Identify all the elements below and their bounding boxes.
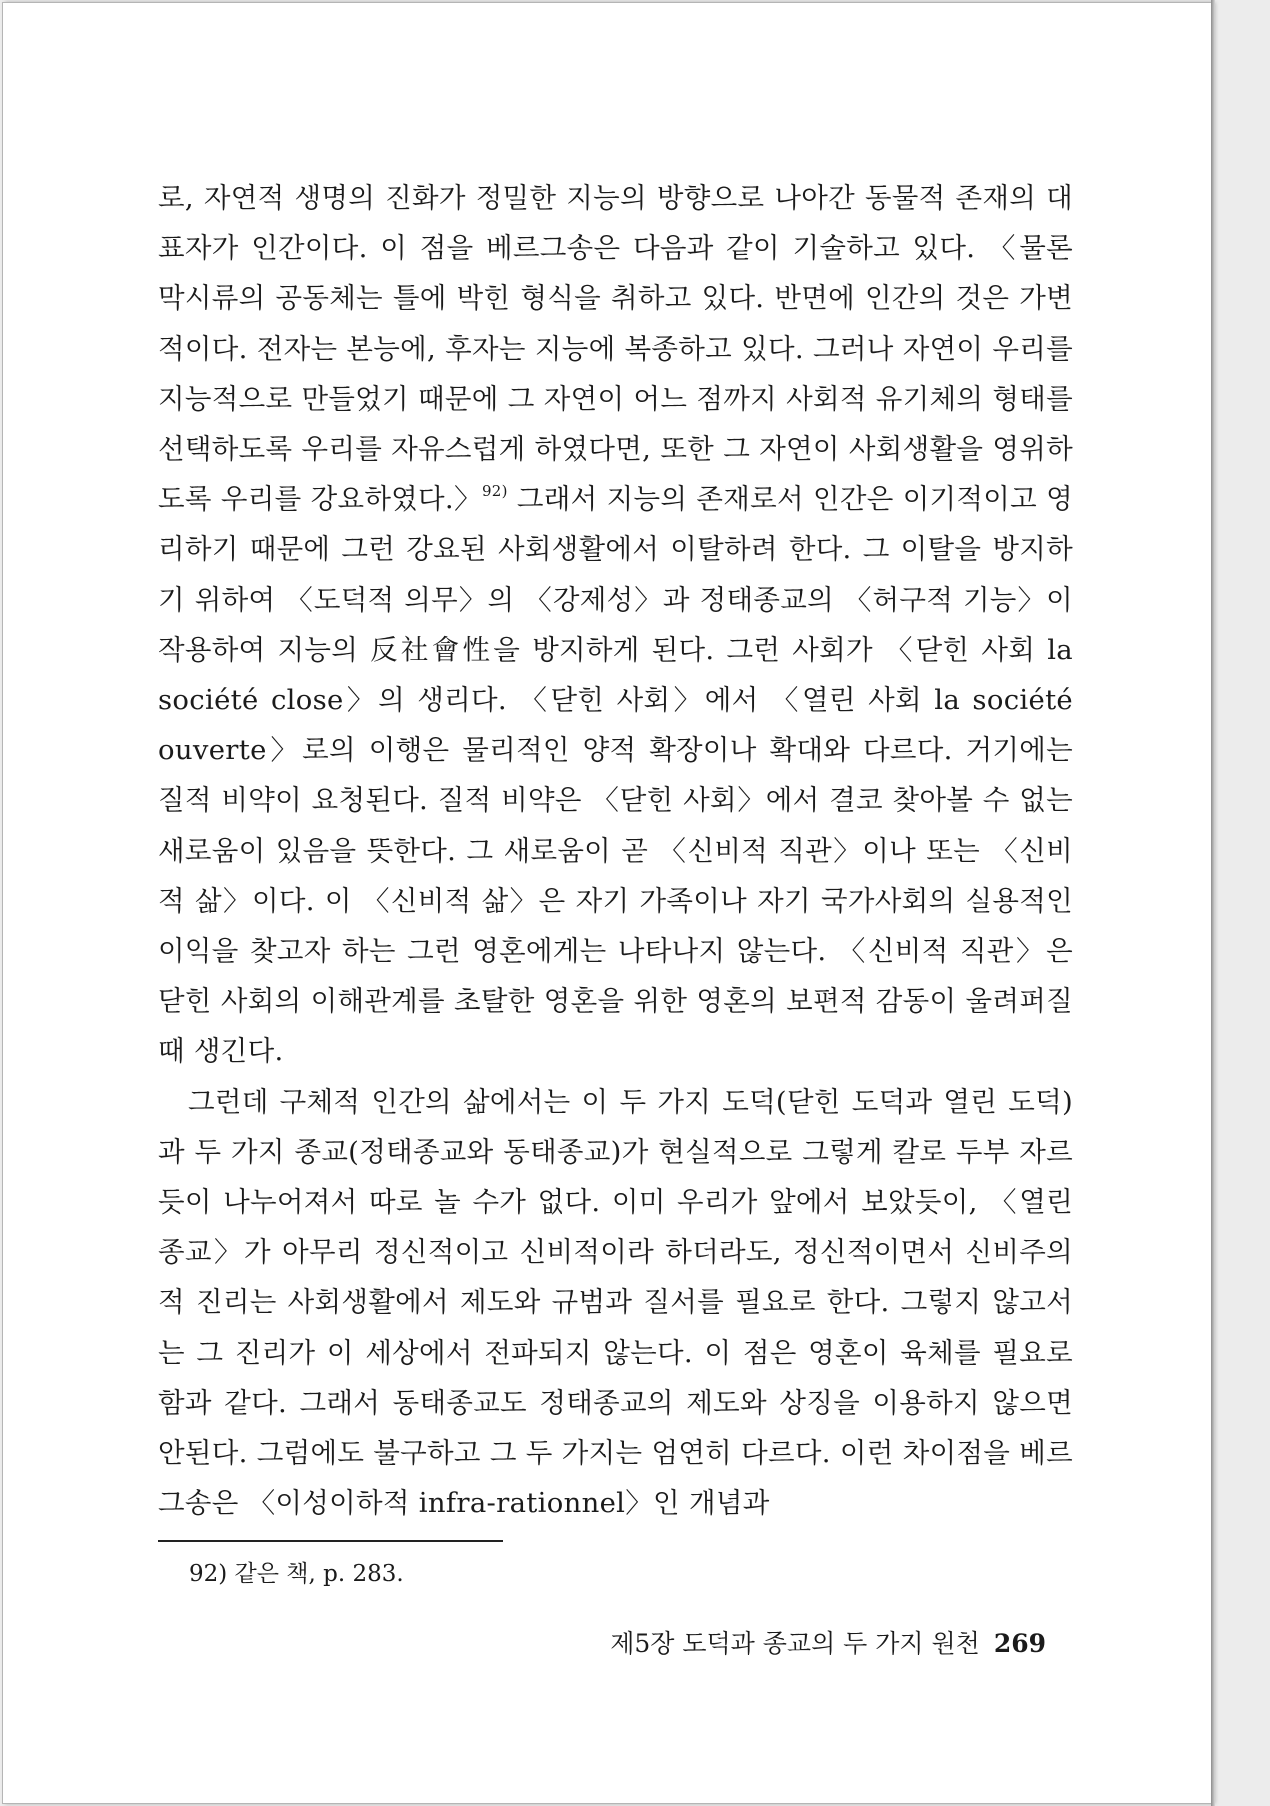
footnote-reference[interactable]: 92): [481, 482, 508, 501]
paragraph-1-continuation: 그래서 지능의 존재로서 인간은 이기적이고 영리하기 때문에 그런 강요된 사회생활에서 이탈하려 한다. 그 이탈을 방지하기 위하여 〈도덕적 의무〉의 〈강제성〉과 정태종교의 〈허구적 기능〉이 작용하여 지능의 反社會性을 방지하게 된다. 그런 사회가 〈닫힌 사회 la société close〉의 생리다. 〈닫힌 사회〉에서 〈열린 사회 la société ouverte〉로의 이행은 물리적인 양적 확장이나 확대와 다르다. 거기에는 질적 비약이 요청된다. 질적 비약은 〈닫힌 사회〉에서 결코 찾아볼 수 없는 새로움이 있음을 뜻한다. 그 새로움이 곧 〈신비적 직관〉이나 또는 〈신비적 삶〉이다. 이 〈신비적 삶〉은 자기 가족이나 자기 국가사회의 실용적인 이익을 찾고자 하는 그런 영혼에게는 나타나지 않는다. 〈신비적 직관〉은 닫힌 사회의 이해관계를 초탈한 영혼을 위한 영혼의 보편적 감동이 울려퍼질 때 생긴다.: [158, 483, 1074, 1068]
paragraph-2: 그런데 구체적 인간의 삶에서는 이 두 가지 도덕(닫힌 도덕과 열린 도덕)과 두 가지 종교(정태종교와 동태종교)가 현실적으로 그렇게 칼로 두부 자르듯이 나누어져서 따로 놀 수가 없다. 이미 우리가 앞에서 보았듯이, 〈열린 종교〉가 아무리 정신적이고 신비적이라 하더라도, 정신적이면서 신비주의적 진리는 사회생활에서 제도와 규범과 질서를 필요로 한다. 그렇지 않고서는 그 진리가 이 세상에서 전파되지 않는다. 이 점은 영혼이 육체를 필요로 함과 같다. 그래서 동태종교도 정태종교의 제도와 상징을 이용하지 않으면 안된다. 그럼에도 불구하고 그 두 가지는 엄연히 다르다. 이런 차이점을 베르그송은 〈이성이하적 infra-rationnel〉인 개념과: [158, 1085, 1073, 1520]
paragraph-1: [158, 173, 1073, 1077]
page-number: 269: [993, 1629, 1046, 1658]
footnote: 92) 같은 책, p. 283.: [189, 1561, 404, 1587]
page-edge-shadow: [1211, 0, 1215, 1806]
book-page: [2, 2, 1212, 1804]
chapter-title: 제5장 도덕과 종교의 두 가지 원천: [610, 1629, 980, 1658]
footnote-divider: [158, 1540, 503, 1542]
body-text: [158, 173, 1073, 1528]
paragraph-1-text: 로, 자연적 생명의 진화가 정밀한 지능의 방향으로 나아간 동물적 존재의 대표자가 인간이다. 이 점을 베르그송은 다음과 같이 기술하고 있다. 〈물론 막시류의 공동체는 틀에 박힌 형식을 취하고 있다. 반면에 인간의 것은 가변적이다. 전자는 본능에, 후자는 지능에 복종하고 있다. 그러나 자연이 우리를 지능적으로 만들었기 때문에 그 자연이 어느 점까지 사회적 유기체의 형태를 선택하도록 우리를 자유스럽게 하였다면, 또한 그 자연이 사회생활을 영위하도록 우리를 강요하였다.〉: [158, 182, 1073, 516]
running-footer: [610, 1627, 1046, 1661]
